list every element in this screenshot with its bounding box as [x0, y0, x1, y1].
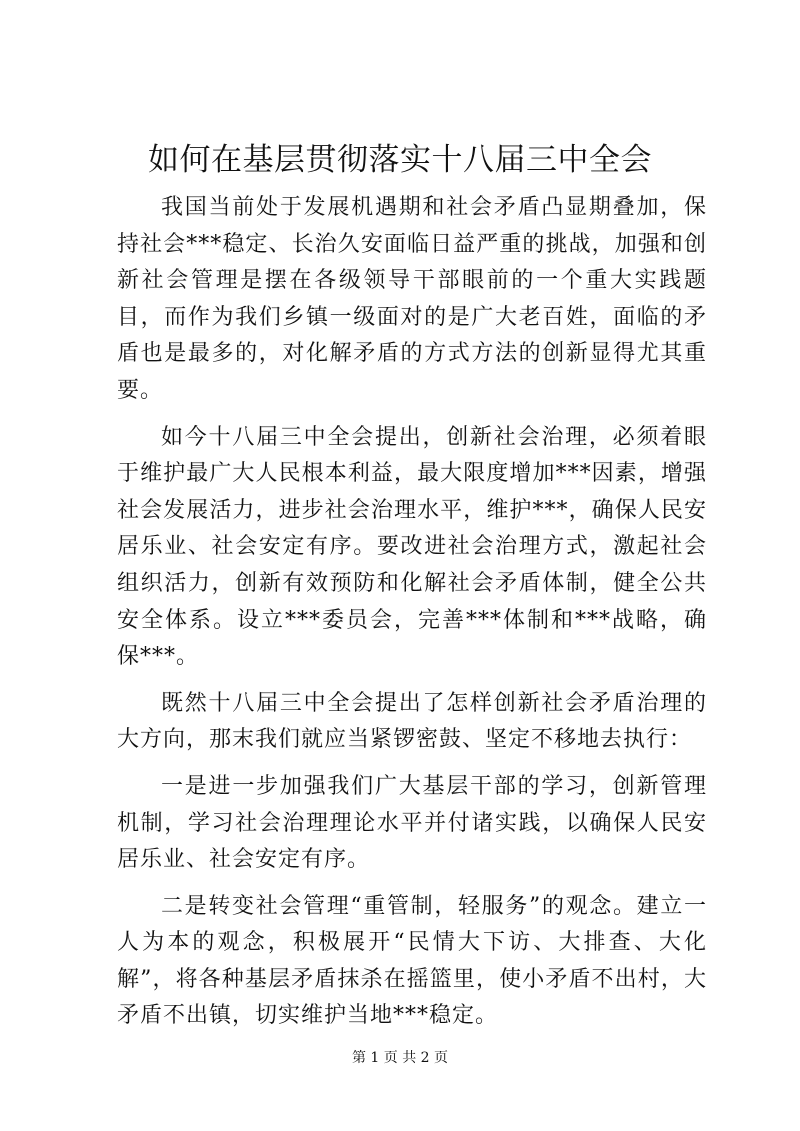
document-title: 如何在基层贯彻落实十八届三中全会	[148, 142, 652, 178]
paragraph-1: 我国当前处于发展机遇期和社会矛盾凸显期叠加，保持社会***稳定、长治久安面临日益严重的挑战，加强和创新社会管理是摆在各级领导干部眼前的一个重大实践题目，而作为我们乡镇一级面对的是广大老百姓，面临的矛盾也是最多的，对化解矛盾的方式方法的创新显得尤其重要。	[117, 195, 707, 403]
paragraph-5: 二是转变社会管理“重管制，轻服务”的观念。建立一人为本的观念，积极展开“民情大下访、大排查、大化解”，将各种基层矛盾抹杀在摇篮里，使小矛盾不出村，大矛盾不出镇，切实维护当地***稳定。	[117, 893, 707, 1029]
paragraph-4: 一是进一步加强我们广大基层干部的学习，创新管理机制，学习社会治理理论水平并付诸实践，以确保人民安居乐业、社会安定有序。	[117, 773, 707, 873]
paragraph-2: 如今十八届三中全会提出，创新社会治理，必须着眼于维护最广大人民根本利益，最大限度增加***因素，增强社会发展活力，进步社会治理水平，维护***，确保人民安居乐业、社会安定有序。要改进社会治理方式，激起社会组织活力，创新有效预防和化解社会矛盾体制，健全公共安全体系。设立***委员会，完善***体制和***战略，确保***。	[117, 424, 707, 670]
page-number-footer: 第 1 页 共 2 页	[351, 1050, 449, 1066]
document-body	[117, 190, 707, 1045]
paragraph-3: 既然十八届三中全会提出了怎样创新社会矛盾治理的大方向，那末我们就应当紧锣密鼓、坚定不移地去执行：	[117, 690, 707, 753]
